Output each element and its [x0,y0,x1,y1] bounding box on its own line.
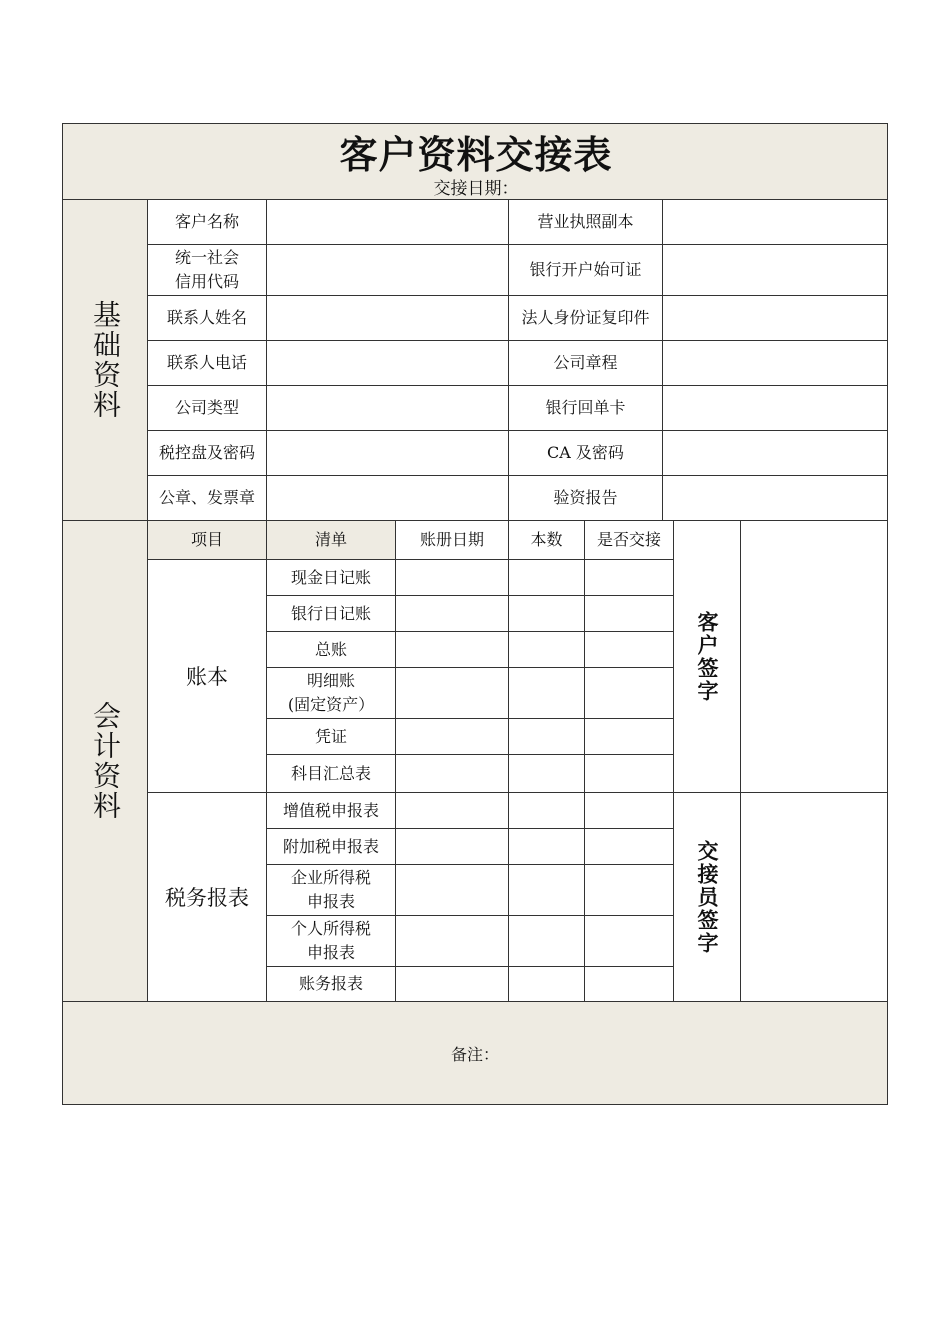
list-item-line: (固定资产） [287,695,375,714]
basic-section-label [62,199,148,521]
list-item-lines [315,725,347,749]
list-item-label [266,828,396,865]
list-item-line: 银行日记账 [290,603,371,623]
list-item-lines [291,917,371,965]
handed-over-field[interactable] [584,667,674,719]
list-item-line: 科目汇总表 [290,763,371,783]
list-item-lines [299,972,363,996]
list-item-lines [291,762,371,786]
basic-right-label: 银行回单卡 [508,385,663,431]
basic-right-value-field[interactable] [662,199,888,245]
handed-over-field[interactable] [584,915,674,967]
list-item-line: 申报表 [306,892,355,911]
book-date-field[interactable] [395,966,509,1002]
handover-date-label: 交接日期： [433,178,519,199]
list-item-line: 现金日记账 [290,567,371,587]
header-count: 本数 [508,520,585,560]
count-field[interactable] [508,667,585,719]
list-item-label [266,718,396,755]
header-list: 清单 [266,520,396,560]
handed-over-field[interactable] [584,828,674,865]
count-field[interactable] [508,754,585,793]
basic-right-label: CA 及密码 [508,430,663,476]
handed-over-field[interactable] [584,754,674,793]
list-item-line: 附加税申报表 [282,836,379,856]
count-field[interactable] [508,559,585,596]
list-item-label [266,966,396,1002]
count-field[interactable] [508,864,585,916]
basic-value-field[interactable] [266,385,509,431]
basic-label: 公章、发票章 [147,475,267,521]
basic-label: 税控盘及密码 [147,430,267,476]
handover-form [62,123,888,1105]
basic-value-field[interactable] [266,340,509,386]
book-date-field[interactable] [395,631,509,668]
handed-over-field[interactable] [584,595,674,632]
header-handed-over: 是否交接 [584,520,674,560]
count-field[interactable] [508,718,585,755]
list-item-label [266,595,396,632]
basic-right-label: 公司章程 [508,340,663,386]
basic-right-value-field[interactable] [662,340,888,386]
basic-label-line: 统一社会 [174,248,239,267]
handed-over-field[interactable] [584,718,674,755]
basic-value-field[interactable] [266,430,509,476]
basic-right-value-field[interactable] [662,385,888,431]
header-item: 项目 [147,520,267,560]
ledger-group-label: 账本 [147,559,267,793]
basic-value-field[interactable] [266,199,509,245]
basic-label: 联系人姓名 [147,295,267,341]
basic-label: 客户名称 [147,199,267,245]
book-date-field[interactable] [395,667,509,719]
form-header [62,123,888,200]
basic-right-label: 营业执照副本 [508,199,663,245]
list-item-line: 企业所得税 [290,868,371,887]
customer-sign-text: 客户签字 [695,610,719,703]
header-book-date: 账册日期 [395,520,509,560]
count-field[interactable] [508,915,585,967]
count-field[interactable] [508,966,585,1002]
basic-right-value-field[interactable] [662,244,888,296]
handed-over-field[interactable] [584,966,674,1002]
book-date-field[interactable] [395,792,509,829]
list-item-line: 申报表 [306,943,355,962]
count-field[interactable] [508,595,585,632]
basic-value-field[interactable] [266,295,509,341]
basic-right-label: 银行开户始可证 [508,244,663,296]
list-item-label [266,864,396,916]
book-date-field[interactable] [395,559,509,596]
book-date-field[interactable] [395,828,509,865]
list-item-label [266,559,396,596]
list-item-lines [283,835,379,859]
handed-over-field[interactable] [584,792,674,829]
handover-sign-label [673,792,741,1002]
accounting-section-text: 会计资料 [89,701,122,821]
book-date-field[interactable] [395,595,509,632]
basic-right-label: 验资报告 [508,475,663,521]
list-item-line: 凭证 [314,726,347,746]
basic-right-value-field[interactable] [662,475,888,521]
list-item-line: 明细账 [306,671,355,690]
basic-label [147,244,267,296]
basic-right-value-field[interactable] [662,430,888,476]
basic-label-lines [175,246,239,294]
count-field[interactable] [508,792,585,829]
remarks-area[interactable] [62,1001,888,1105]
accounting-section-label [62,520,148,1002]
list-item-label [266,915,396,967]
basic-label: 联系人电话 [147,340,267,386]
customer-signature-field[interactable] [740,520,888,793]
list-item-lines [283,799,379,823]
count-field[interactable] [508,631,585,668]
list-item-label [266,667,396,719]
handed-over-field[interactable] [584,864,674,916]
basic-label-line: 信用代码 [174,272,239,291]
basic-value-field[interactable] [266,475,509,521]
handed-over-field[interactable] [584,631,674,668]
book-date-field[interactable] [395,915,509,967]
basic-value-field[interactable] [266,244,509,296]
basic-right-label: 法人身份证复印件 [508,295,663,341]
form-title: 客户资料交接表 [339,131,613,177]
book-date-field[interactable] [395,718,509,755]
list-item-lines [291,602,371,626]
count-field[interactable] [508,828,585,865]
book-date-field[interactable] [395,864,509,916]
list-item-line: 总账 [314,639,347,659]
handed-over-field[interactable] [584,559,674,596]
handover-signature-field[interactable] [740,792,888,1002]
list-item-label [266,631,396,668]
list-item-line: 账务报表 [298,974,363,993]
list-item-lines [288,669,374,717]
remarks-label: 备注： [450,1044,499,1064]
basic-label: 公司类型 [147,385,267,431]
list-item-line: 个人所得税 [290,919,371,938]
basic-right-value-field[interactable] [662,295,888,341]
tax-report-group-label: 税务报表 [147,792,267,1002]
list-item-lines [291,566,371,590]
customer-sign-label [673,520,741,793]
list-item-label [266,792,396,829]
list-item-line: 增值税申报表 [282,800,379,820]
book-date-field[interactable] [395,754,509,793]
handover-sign-text: 交接员签字 [695,839,719,955]
list-item-lines [291,866,371,914]
list-item-lines [315,638,347,662]
list-item-label [266,754,396,793]
basic-section-text: 基础资料 [89,300,122,420]
